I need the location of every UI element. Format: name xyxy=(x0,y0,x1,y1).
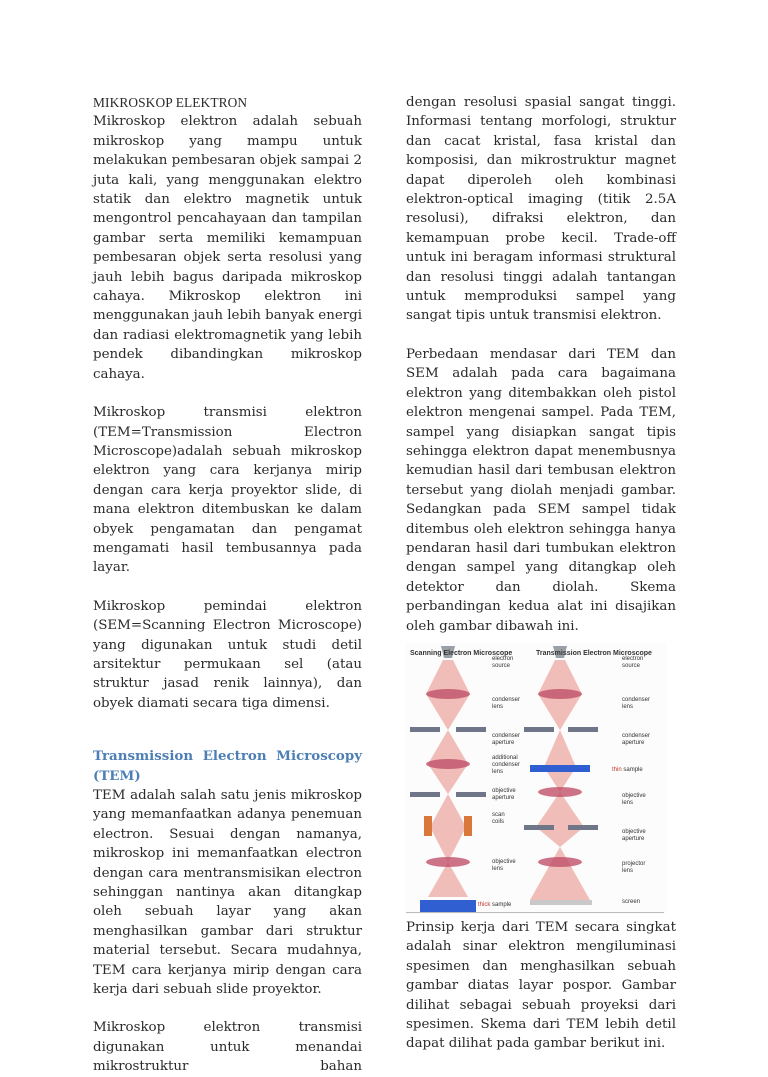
sem-label-condenser-lens: condenser lens xyxy=(492,696,521,710)
tem-label-condenser-aperture: condenser aperture xyxy=(622,732,651,746)
tem-objective-aperture-right xyxy=(568,825,598,830)
figure-divider xyxy=(406,912,664,913)
sem-label-condenser-aperture: condenser aperture xyxy=(492,732,521,746)
sem-figure-title: Scanning Electron Microscope xyxy=(410,649,513,657)
left-column xyxy=(93,93,362,1077)
paragraph-intro: Mikroskop elektron adalah sebuah mikroskop yang mampu untuk melakukan pembesaran objek sampai 2 juta kali, yang menggunakan elektro statik dan elektro magnetik untuk mengontrol pencahayaan dan tampilan gambar serta memiliki kemampuan pembesaran objek serta resolusi yang jauh lebih bagus daripada mikroskop cahaya. Mikroskop elektron ini menggunakan jauh lebih banyak energi dan radiasi elektromagnetik yang lebih pendek dibandingkan mikroskop cahaya. xyxy=(93,114,363,382)
tem-label-sample: thin sample xyxy=(612,766,643,773)
tem-figure-title: Transmission Electron Microscope xyxy=(536,649,652,657)
tem-condenser-aperture-left xyxy=(524,727,554,732)
tem-label-projector-lens: projector lens xyxy=(622,860,646,874)
tem-label-objective-aperture: objective aperture xyxy=(622,828,646,842)
tem-objective-lens xyxy=(538,787,582,797)
sem-scan-coil-left xyxy=(424,816,432,836)
sem-label-scan-coils: scan coils xyxy=(492,811,505,825)
sem-objective-lens xyxy=(426,857,470,867)
tem-objective-aperture-left xyxy=(524,825,554,830)
sem-thick-sample xyxy=(420,900,476,912)
paragraph-resolution: dengan resolusi spasial sangat tinggi. Informasi tentang morfologi, struktur dan cacat kristal, fasa kristal dan komposisi, dan mikrostruktur magnet dapat diperoleh oleh kombinasi elektron-optical imaging (titik 2.5A resolusi), difraksi elektron, dan kemampuan probe kecil. Trade-off untuk ini beragam informasi struktural dan resolusi tinggi adalah tantangan untuk memproduksi sampel yang sangat tipis untuk transmisi elektron. xyxy=(406,95,676,324)
tem-label-screen: screen xyxy=(622,898,641,905)
sem-condenser-aperture-left xyxy=(410,727,440,732)
sem-label-electron-source: electron source xyxy=(492,655,514,669)
sem-objective-aperture-left xyxy=(410,792,440,797)
tem-thin-sample xyxy=(530,765,590,772)
tem-label-objective-lens: objective lens xyxy=(622,792,646,806)
tem-screen xyxy=(530,900,592,905)
paragraph-tem-definition: Mikroskop transmisi elektron (TEM=Transmission Electron Microscope)adalah sebuah mikroskop elektron yang cara kerjanya mirip dengan cara kerja proyektor slide, di mana elektron ditembuskan ke dalam obyek pengamatan dan pengamat mengamati hasil tembusannya pada layar. xyxy=(93,405,362,576)
tem-condenser-lens xyxy=(538,689,582,699)
sem-tem-comparison-figure xyxy=(406,642,676,914)
sem-condenser-aperture-right xyxy=(456,727,486,732)
paragraph-tem-principle: Prinsip kerja dari TEM secara singkat adalah sinar elektron mengiluminasi spesimen dan menghasilkan sebuah gambar diatas layar pospor. Gambar dilihat sebagai sebuah proyeksi dari spesimen. Skema dari TEM lebih detil dapat dilihat pada gambar berikut ini. xyxy=(406,919,676,1052)
document-title: MIKROSKOP ELEKTRON xyxy=(93,95,248,110)
paragraph-tem-description: TEM adalah salah satu jenis mikroskop yang memanfaatkan adanya penemuan electron. Sesuai dengan namanya, mikroskop ini memanfaatkan electron dengan cara mentransmisikan electron sehinggan nantinya akan ditangkap oleh sebuah layar yang akan menghasilkan gambar dari struktur material tersebut. Secara mudahnya, TEM cara kerjanya mirip dengan cara kerja dari sebuah slide proyektor. xyxy=(93,788,362,998)
right-column xyxy=(406,93,676,1054)
sem-label-additional-condenser-lens: additional condenser lens xyxy=(492,754,521,775)
tem-condenser-aperture-right xyxy=(568,727,598,732)
sem-scan-coil-right xyxy=(464,816,472,836)
sem-objective-aperture-right xyxy=(456,792,486,797)
sem-label-objective-aperture: objective aperture xyxy=(492,787,516,801)
sem-additional-condenser-lens xyxy=(426,759,470,769)
section-heading-tem: Transmission Electron Microscopy (TEM) xyxy=(93,748,362,784)
tem-label-electron-source: electron source xyxy=(622,655,644,669)
tem-label-condenser-lens: condenser lens xyxy=(622,696,651,710)
paragraph-tem-sem-difference: Perbedaan mendasar dari TEM dan SEM adalah pada cara bagaimana elektron yang ditembakkan oleh pistol elektron mengenai sampel. Pada TEM, sampel yang disiapkan sangat tipis sehingga elektron dapat menembusnya kemudian hasil dari tembusan elektron tersebut yang diolah menjadi gambar. Sedangkan pada SEM sampel tidak ditembus oleh elektron sehingga hanya pendaran hasil dari tumbukan elektron dengan sampel yang ditangkap oleh detektor dan diolah. Skema perbandingan kedua alat ini disajikan oleh gambar dibawah ini. xyxy=(406,346,676,634)
paragraph-sem-definition: Mikroskop pemindai elektron (SEM=Scanning Electron Microscope) yang digunakan untuk studi detil arsitektur permukaan sel (atau struktur jasad renik lainnya), dan obyek diamati secara tiga dimensi. xyxy=(93,598,362,711)
paragraph-tem-usage: Mikroskop elektron transmisi digunakan untuk menandai mikrostruktur bahan xyxy=(93,1020,362,1075)
sem-label-objective-lens: objective lens xyxy=(492,858,516,872)
sem-label-sample: thick sample xyxy=(478,901,512,908)
tem-projector-lens xyxy=(538,857,582,867)
sem-condenser-lens xyxy=(426,689,470,699)
